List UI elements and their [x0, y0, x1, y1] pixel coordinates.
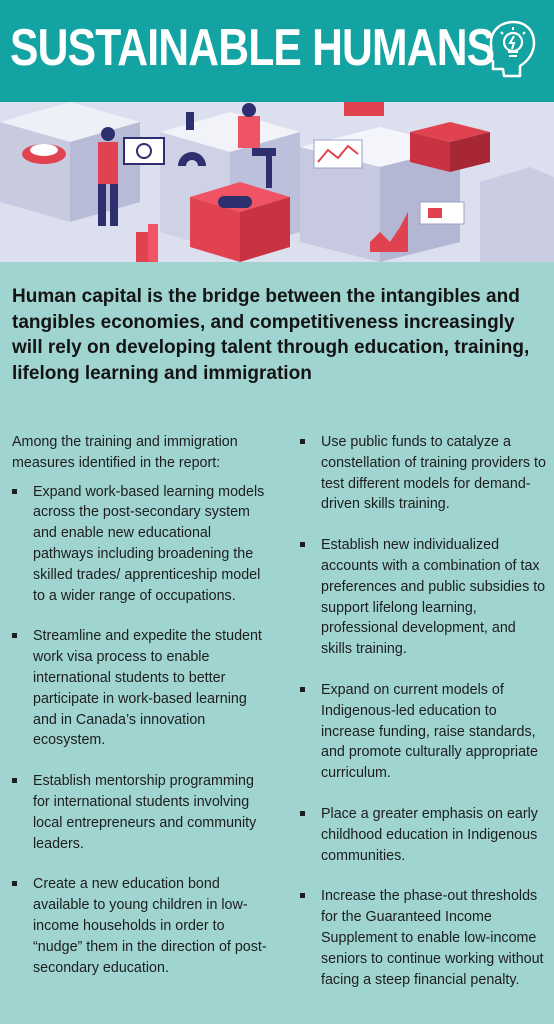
bullet-icon	[300, 439, 305, 444]
isometric-city-people-illustration	[0, 102, 554, 262]
list-item-text: Expand work-based learning models across the post-secondary system and enable new educational pathways including broadening the skilled trades/ apprenticeship model to a wider range of occupations.	[33, 483, 265, 604]
list-item-text: Use public funds to catalyze a constellation of training providers to test different models for demand-driven skills training.	[321, 434, 546, 513]
list-item	[300, 886, 548, 990]
right-column	[300, 432, 548, 1010]
lede-heading: Human capital is the bridge between the intangibles and tangibles economies, and competitiveness increasingly will rely on developing talent through education, training, lifelong learning and immigration	[12, 286, 530, 384]
measures-list-left	[12, 482, 274, 979]
page-title: SUSTAINABLE HUMANS	[10, 19, 495, 77]
list-item	[12, 626, 274, 751]
header-banner	[0, 0, 554, 102]
bullet-icon	[300, 687, 305, 692]
list-item	[300, 804, 548, 866]
bullet-icon	[12, 633, 17, 638]
list-item	[300, 535, 548, 660]
bullet-icon	[300, 893, 305, 898]
list-item	[12, 874, 274, 978]
lightbulb-head-icon	[484, 18, 540, 80]
intro-text: Among the training and immigration measures identified in the report:	[12, 434, 238, 471]
measures-list-right	[300, 432, 548, 990]
list-item	[300, 680, 548, 784]
list-item-text: Increase the phase-out thresholds for the Guaranteed Income Supplement to enable low-income seniors to continue working without facing a steep financial penalty.	[321, 888, 544, 988]
list-item	[300, 432, 548, 515]
left-column	[12, 432, 274, 998]
bullet-icon	[12, 778, 17, 783]
list-item	[12, 482, 274, 607]
bullet-icon	[12, 881, 17, 886]
list-item-text: Create a new education bond available to young children in low-income households in order to “nudge” them in the direction of post-secondary education.	[33, 876, 267, 976]
bullet-icon	[300, 811, 305, 816]
bullet-icon	[12, 489, 17, 494]
list-item-text: Establish mentorship programming for international students involving local entrepreneurs and community leaders.	[33, 773, 257, 852]
list-item-text: Expand on current models of Indigenous-led education to increase funding, raise standards, and promote culturally appropriate curriculum.	[321, 681, 538, 782]
list-item	[12, 771, 274, 854]
list-item-text: Establish new individualized accounts with a combination of tax preferences and public subsidies to support lifelong learning, professional development, and skills training.	[321, 537, 546, 658]
list-item-text: Streamline and expedite the student work visa process to enable international students to better participate in work-based learning and in Canada’s innovation ecosystem.	[33, 628, 262, 749]
list-item-text: Place a greater emphasis on early childhood education in Indigenous communities.	[321, 805, 538, 864]
bullet-icon	[300, 542, 305, 547]
